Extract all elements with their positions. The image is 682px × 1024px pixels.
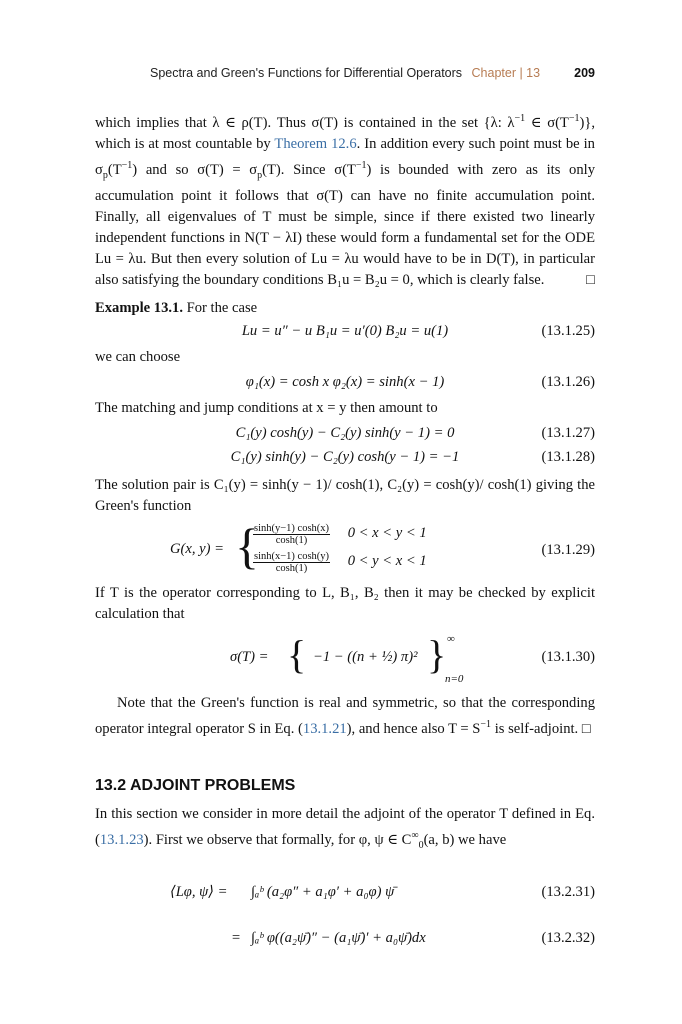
- eq-link-13-1-23[interactable]: 13.1.23: [99, 832, 144, 849]
- eq31-lhs: ⟨Lφ, ψ⟩ =: [170, 884, 228, 901]
- p1-sup-3b: −1: [355, 159, 367, 171]
- theorem-link[interactable]: Theorem 12.6: [274, 135, 357, 152]
- set-sup: ∞: [447, 632, 455, 645]
- section-intro: [95, 804, 595, 856]
- eq28-number: (13.1.28): [541, 448, 595, 465]
- case2-condition: 0 < y < x < 1: [347, 553, 427, 570]
- eq25-number: (13.1.25): [541, 322, 595, 339]
- note-text-b: ), and hence also T = S: [346, 720, 481, 737]
- example-heading: [95, 298, 595, 319]
- p1-text-3e: ) is bounded: [366, 161, 449, 178]
- sec-text-b: ). First we observe that formally, for φ, ψ ∈ C: [143, 832, 412, 849]
- equation-13-2-32: [95, 918, 595, 958]
- case1-num: sinh(y−1) cosh(x): [254, 522, 330, 534]
- p1-text-1c: ∈: [525, 114, 542, 131]
- equation-13-1-26: [95, 372, 595, 396]
- eq25-body: Lu = u″ − u B₁u = u′(0) B₂u = u(1): [241, 322, 449, 339]
- note-qed: □: [581, 720, 591, 737]
- p1-text-3: point must be in σ: [95, 135, 595, 178]
- eq29-number: (13.1.29): [541, 541, 595, 558]
- p1-text-3c: ) and so σ(T) = σ: [132, 161, 258, 178]
- note-sup: −1: [480, 718, 492, 730]
- case1-fraction: [253, 523, 330, 546]
- p1-text-1: which implies that λ ∈ ρ(T). Thus σ(T) is contained in the set {λ: λ: [95, 114, 515, 131]
- running-head: [150, 66, 595, 80]
- sec-text-a: In this section we consider in more detail the adjoint of the operator T defined in Eq. (: [95, 806, 595, 849]
- example-label: Example 13.1.: [95, 299, 183, 316]
- page-number: 209: [574, 66, 595, 80]
- set-sub: n=0: [445, 672, 464, 685]
- equation-13-1-30: [95, 629, 595, 685]
- eq31-rhs: ∫ₐᵇ (a₂φ″ + a₁φ′ + a₀φ) ψ̄: [251, 884, 395, 901]
- eq28-body: C₁(y) sinh(y) − C₂(y) cosh(y − 1) = −1: [230, 448, 460, 465]
- equation-13-2-31: [95, 872, 595, 912]
- p1-text-2c: )}, which is at most countable by: [95, 114, 596, 152]
- proof-paragraph: [95, 108, 595, 291]
- p1-sup-2: −1: [568, 113, 580, 124]
- case2-fraction: [253, 551, 330, 574]
- sigma-body: −1 − ((n + ½) π)²: [313, 648, 418, 665]
- eq31-number: (13.2.31): [541, 884, 595, 901]
- matching-text: The matching and jump conditions at x = y then amount to: [95, 399, 438, 416]
- p1-text-2d: . In addition every such: [356, 135, 496, 152]
- eq-link-13-1-21[interactable]: 13.1.21: [302, 720, 347, 737]
- sec-sub: 0: [418, 840, 424, 852]
- we-can-choose: we can choose: [95, 348, 181, 365]
- left-brace: {: [235, 517, 259, 574]
- eq27-number: (13.1.27): [541, 424, 595, 441]
- operator-text: If T is the operator corresponding to L, B₁, B₂ then it may be checked by explicit calculation that: [95, 584, 595, 622]
- solution-text: The solution pair is C₁(y) = sinh(y − 1)/ cosh(1), C₂(y) = cosh(y)/ cosh(1) giving the Green's function: [95, 476, 595, 514]
- greens-case-2: [253, 551, 427, 574]
- running-head-chapter: Chapter | 13: [471, 66, 541, 80]
- eq32-lhs: =: [231, 930, 241, 947]
- set-close-brace: }: [427, 631, 447, 677]
- eq26-body: φ₁(x) = cosh x φ₂(x) = sinh(x − 1): [245, 373, 445, 390]
- eq32-rhs: ∫ₐᵇ φ((a₂ψ̄)″ − (a₁ψ̄)′ + a₀ψ̄)dx: [251, 930, 426, 947]
- equation-13-1-28: [95, 447, 595, 471]
- note-text-a: Note that the Green's function is real and symmetric, so that the corresponding operator integral operator S in Eq. (: [95, 694, 595, 737]
- p1-text-3d: (T). Since σ(T: [262, 161, 356, 178]
- greens-case-1: [253, 523, 427, 546]
- eq30-number: (13.1.30): [541, 648, 595, 665]
- equation-13-1-27: [95, 423, 595, 447]
- case2-num: sinh(x−1) cosh(y): [254, 550, 330, 562]
- sec-text-c: (a, b) we have: [423, 832, 507, 849]
- case2-den: cosh(1): [275, 562, 308, 574]
- p1-text-3b: (T: [107, 161, 122, 178]
- eq27-body: C₁(y) cosh(y) − C₂(y) sinh(y − 1) = 0: [235, 424, 455, 441]
- case1-den: cosh(1): [275, 534, 308, 546]
- sec-sup: ∞: [411, 830, 419, 842]
- p1-sub-3: p: [102, 169, 108, 181]
- equation-13-1-29: [95, 517, 595, 579]
- p1-text-rest: with zero as its only accumulation point it follows that σ(T) can have no finite accumulation point. Finally, all eigenvalues of T must be simple, since if there existed two linearly independent functions in N(T − λI) these would form a fundamental set for the ODE Lu = λu. But then every solution of Lu = λu would have to be in D(T), in particular also satisfying the boundary conditions B₁u = B₂u = 0, which is clearly false.: [95, 161, 595, 288]
- section-title: 13.2 ADJOINT PROBLEMS: [95, 777, 296, 795]
- note-text-c: is self-adjoint.: [491, 720, 579, 737]
- greens-lhs: G(x, y) =: [170, 540, 225, 557]
- p1-sup-3: −1: [121, 159, 133, 171]
- example-intro: For the case: [182, 299, 258, 316]
- eq26-number: (13.1.26): [541, 373, 595, 390]
- page-body: [95, 108, 595, 958]
- p1-sup-1: −1: [514, 113, 526, 124]
- note-paragraph: [95, 693, 595, 740]
- set-open-brace: {: [287, 631, 307, 677]
- sigma-lhs: σ(T) =: [230, 648, 269, 665]
- qed-symbol: □: [586, 271, 595, 288]
- running-head-title: Spectra and Green's Functions for Differential Operators: [150, 66, 463, 80]
- equation-13-1-25: [95, 321, 595, 345]
- p1-text-2a: σ(T: [547, 114, 569, 131]
- p1-sub-3b: p: [257, 169, 263, 181]
- eq32-number: (13.2.32): [541, 930, 595, 947]
- case1-condition: 0 < x < y < 1: [347, 525, 427, 542]
